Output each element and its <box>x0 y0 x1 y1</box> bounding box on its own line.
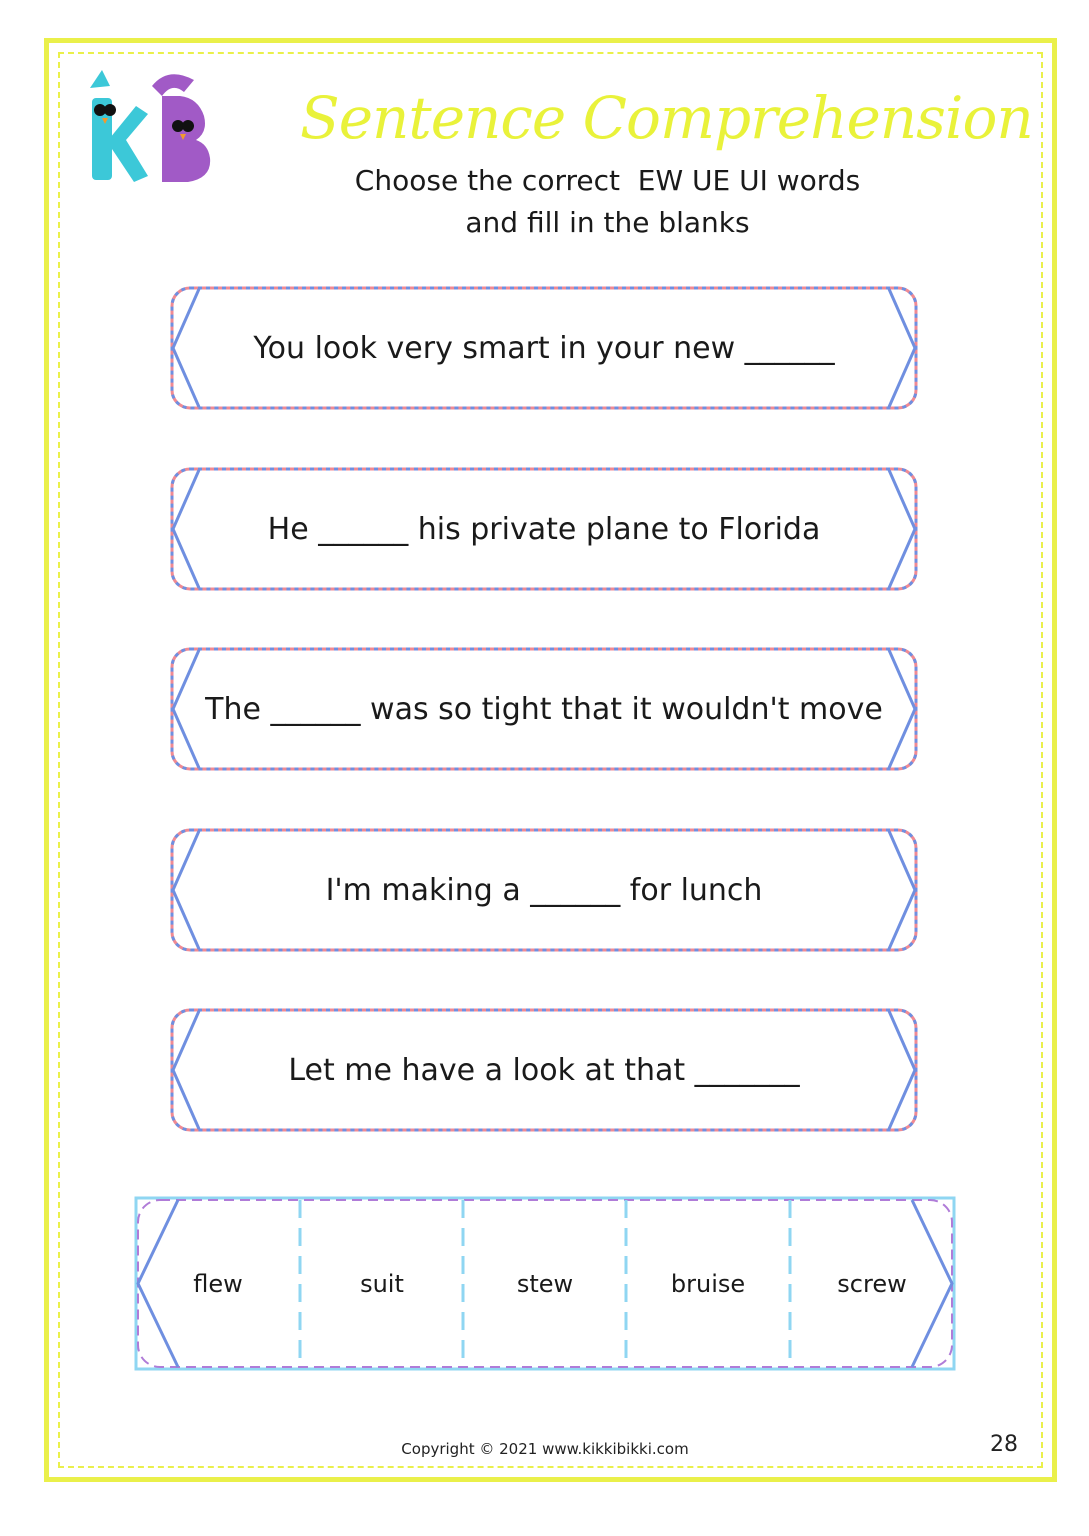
sentence-box-4 <box>169 827 919 953</box>
word-bank-item: bruise <box>670 1269 746 1298</box>
logo-letter-k-icon <box>90 70 148 182</box>
sentence-5: Let me have a look at that _______ <box>288 1052 800 1088</box>
copyright-footer: Copyright © 2021 www.kikkibikki.com <box>401 1440 689 1458</box>
left-chevron-icon <box>173 470 199 588</box>
right-chevron-icon <box>889 289 915 407</box>
kikkibikki-logo <box>76 66 226 191</box>
sentence-1: You look very smart in your new ______ <box>253 330 835 366</box>
sentence-box-3 <box>169 646 919 772</box>
sentence-2: He ______ his private plane to Florida <box>267 511 821 547</box>
right-chevron-icon <box>889 650 915 768</box>
logo-letter-b-icon <box>152 74 210 182</box>
word-bank <box>134 1196 956 1371</box>
word-bank-item: flew <box>193 1269 243 1298</box>
right-chevron-icon <box>889 470 915 588</box>
sentence-box-5 <box>169 1007 919 1133</box>
left-chevron-icon <box>173 831 199 949</box>
instructions <box>300 160 915 244</box>
sentence-box-1 <box>169 285 919 411</box>
page-number: 28 <box>990 1432 1018 1457</box>
right-chevron-icon <box>889 831 915 949</box>
word-bank-item: stew <box>516 1269 574 1298</box>
word-bank-item: screw <box>837 1269 907 1298</box>
left-chevron-icon <box>173 1011 199 1129</box>
sentence-box-2 <box>169 466 919 592</box>
left-chevron-icon <box>173 650 199 768</box>
sentence-4: I'm making a ______ for lunch <box>325 872 763 908</box>
right-chevron-icon <box>889 1011 915 1129</box>
sentence-3: The ______ was so tight that it wouldn't move <box>205 691 883 727</box>
left-chevron-icon <box>173 289 199 407</box>
instructions-line-1: Choose the correct EW UE UI words <box>354 164 861 197</box>
page-title: Sentence Comprehension <box>300 84 1033 152</box>
word-bank-item: suit <box>360 1269 404 1298</box>
instructions-line-2: and fill in the blanks <box>465 206 750 239</box>
